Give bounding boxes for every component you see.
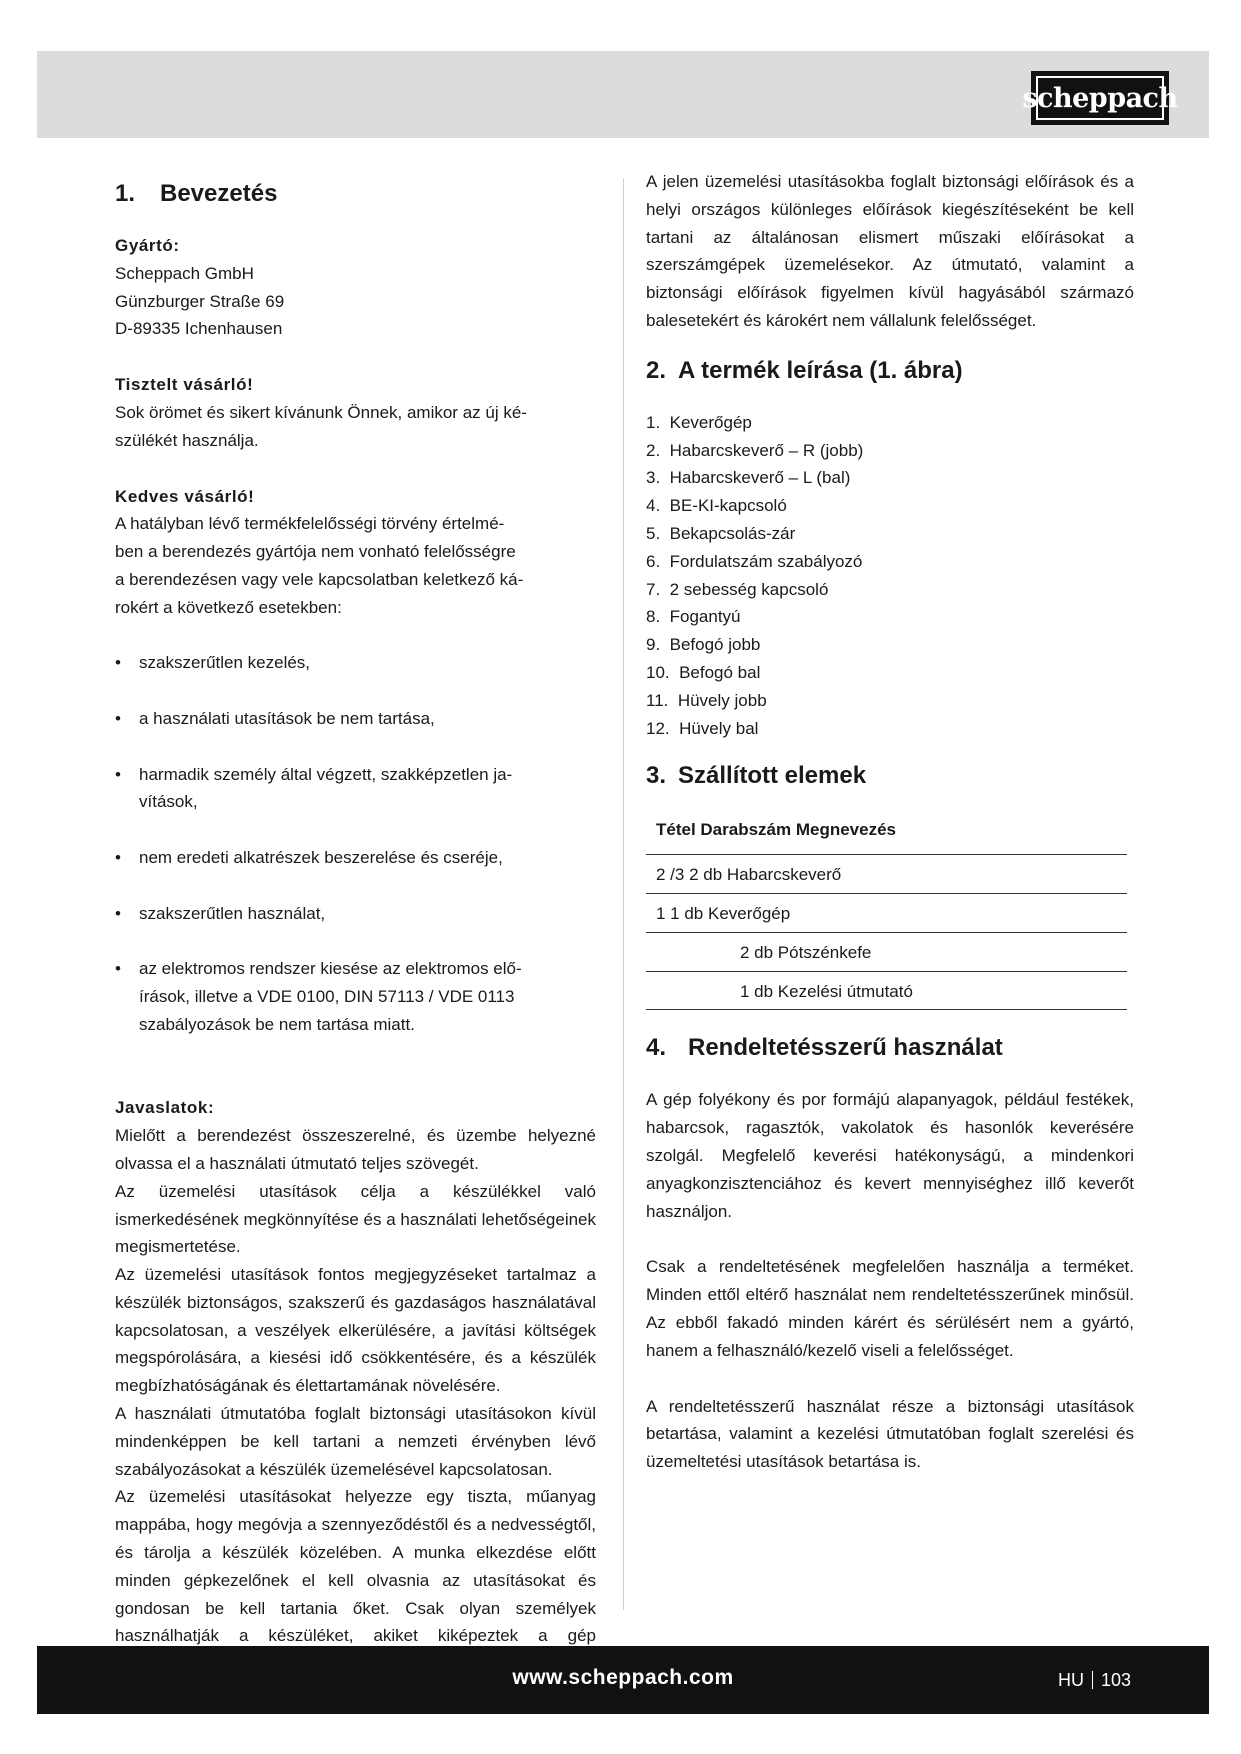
list-item: 10. Befogó bal: [646, 662, 761, 682]
list-item: • szakszerűtlen kezelés,: [115, 649, 596, 677]
recommendation-paragraph: Az üzemelési utasítások fontos megjegyzéseket tartalmaz a készülék biztonságos, szakszerű és gazdaságos használatával kapcsolatosan, a veszélyek elkerülésére, a javítási költségek megspórolására, a kiesési idő csökkentésére, és a készülék megbízhatóságának és élettartamának növelésére.: [115, 1265, 596, 1396]
table-row: [646, 932, 1127, 971]
page-number-value: 103: [1100, 1670, 1131, 1690]
dear-customer-2-label: Kedves vásárló!: [115, 486, 255, 506]
page-header: [37, 51, 1209, 138]
list-item: 4. BE-KI-kapcsoló: [646, 496, 787, 516]
section-3-heading: [646, 760, 1134, 792]
list-item: 9. Befogó jobb: [646, 635, 761, 655]
table-cell: 1 1 db Keverőgép: [646, 893, 1127, 932]
section-title: Bevezetés: [160, 180, 278, 207]
list-item: • harmadik személy által végzett, szakképzetlen ja- vítások,: [115, 761, 596, 817]
parts-list: [646, 409, 1134, 743]
manufacturer-city: D-89335 Ichenhausen: [115, 319, 283, 339]
table-cell: 2 db Pótszénkefe: [646, 932, 1127, 971]
intended-use-paragraph: Csak a rendeltetésének megfelelően használja a terméket. Minden ettől eltérő használat nem rendeltetésszerűnek minősül. Az ebből fakadó minden kárért és sérülésért nem a gyártó, hanem a felhasználó/kezelő viseli a felelősséget.: [646, 1257, 1134, 1360]
scheppach-logo: scheppach: [1031, 71, 1169, 125]
list-item: 7. 2 sebesség kapcsoló: [646, 579, 829, 599]
list-item: 1. Keverőgép: [646, 412, 752, 432]
list-item: 8. Fogantyú: [646, 607, 741, 627]
list-item: • a használati utasítások be nem tartása,: [115, 705, 596, 733]
page-footer: [37, 1646, 1209, 1714]
section-1-heading: [115, 178, 596, 210]
liability-text-line: a berendezésen vagy vele kapcsolatban keletkező ká-: [115, 569, 524, 589]
delivered-items-table: [646, 804, 1127, 1010]
intended-use-paragraph: A rendeltetésszerű használat része a biztonsági utasítások betartása, valamint a kezelési útmutatóban foglalt szerelési és üzemeltetési utasítások betartása is.: [646, 1396, 1134, 1472]
liability-text-line: rokért a következő esetekben:: [115, 597, 342, 617]
right-column: [646, 168, 1134, 1476]
recommendation-paragraph: Az üzemelési utasítások célja a készülékkel való ismerkedésének megkönnyítése és a használati lehetőségeinek megismertetése.: [115, 1181, 597, 1257]
manufacturer-street: Günzburger Straße 69: [115, 291, 285, 311]
language-code: HU: [1057, 1670, 1084, 1690]
table-cell: 1 db Kezelési útmutató: [646, 971, 1127, 1010]
website-url: www.scheppach.com: [512, 1666, 734, 1689]
table-row: [646, 893, 1127, 932]
section-title: Szállított elemek: [678, 762, 867, 790]
list-item: 3. Habarcskeverő – L (bal): [646, 468, 851, 488]
column-divider: [623, 178, 624, 1610]
recommendation-paragraph: A használati útmutatóba foglalt biztonsági utasításokon kívül mindenképpen be kell tartani a nemzeti érvényben lévő szabályozásokat a készülék üzemelésével kapcsolatosan.: [115, 1404, 596, 1479]
list-item: 12. Hüvely bal: [646, 718, 759, 738]
section-number: 3.: [646, 762, 667, 790]
list-item: • az elektromos rendszer kiesése az elektromos elő- írások, illetve a VDE 0100, DIN 57113 / VDE 0113 szabályozások be nem tartása miatt.: [115, 955, 596, 1038]
liability-text-line: ben a berendezés gyártója nem vonható felelősségre: [115, 542, 516, 562]
section-4-heading: [646, 1032, 1134, 1064]
table-cell: 2 /3 2 db Habarcskeverő: [646, 855, 1127, 894]
dear-customer-text-line: Sok örömet és sikert kívánunk Önnek, amikor az új ké-: [115, 402, 527, 422]
list-item: • szakszerűtlen használat,: [115, 900, 596, 928]
liability-exclusions-list: [115, 622, 596, 1067]
recommendation-paragraph: Mielőtt a berendezést összeszerelné, és üzembe helyezné olvassa el a használati útmutató teljes szövegét.: [115, 1126, 596, 1173]
table-row: [646, 971, 1127, 1010]
intended-use-paragraph: A gép folyékony és por formájú alapanyagok, például festékek, habarcsok, ragasztók, vakolatok és hasonlók keverésére szolgál. Megfelelő keverési hatékonyságú, a mindenkori anyagkonzisztenciához és kevert mennyiséghez illő keverőt használjon.: [646, 1090, 1134, 1221]
table-header: Tétel Darabszám Megnevezés: [646, 804, 1127, 854]
dear-customer-text-line: szülékét használja.: [115, 430, 259, 450]
manufacturer-name: Scheppach GmbH: [115, 263, 254, 283]
liability-text-line: A hatályban lévő termékfelelősségi törvény értelmé-: [115, 514, 505, 534]
section-number: 1.: [115, 180, 136, 207]
list-item: 11. Hüvely jobb: [646, 690, 767, 710]
section-number: 4.: [646, 1034, 667, 1062]
list-item: • nem eredeti alkatrészek beszerelése és cseréje,: [115, 844, 596, 872]
section-title: Rendeltetésszerű használat: [688, 1034, 1003, 1062]
manufacturer-label: Gyártó:: [115, 236, 180, 255]
separator: [1092, 1671, 1093, 1689]
table-row: [646, 855, 1127, 894]
left-column: [115, 168, 596, 1706]
list-item: 2. Habarcskeverő – R (jobb): [646, 440, 864, 460]
recommendation-paragraph: Az üzemelési utasításokat helyezze egy tiszta, műanyag mappába, hogy megóvja a szennyeződéstől és a nedvességtől, és tárolja a készülék közelében. A munka elkezdése előtt minden gépkezelőnek el kell olvasnia az utasításokat és gondosan be kell tartania őket. Csak olyan személyek használhatják a készüléket, akiket kiképeztek a gép: [115, 1487, 596, 1646]
dear-customer-label: Tisztelt vásárló!: [115, 375, 254, 395]
recommendations-label: Javaslatok:: [115, 1098, 215, 1118]
list-item: 5. Bekapcsolás-zár: [646, 523, 796, 543]
section-title: A termék leírása (1. ábra): [678, 356, 963, 384]
page-number: [1058, 1670, 1131, 1691]
safety-intro-paragraph: A jelen üzemelési utasításokba foglalt biztonsági előírások és a helyi országos különleges előírások kiegészítéseként be kell tartani az általánosan elismert műszaki előírásokat a szerszámgépek üzemelésekor. Az útmutató, valamint a biztonsági előírások figyelmen kívül hagyásából származó balesetekért és károkért nem vállalunk felelősséget.: [646, 172, 1134, 330]
section-number: 2.: [646, 356, 667, 384]
section-2-heading: [646, 355, 1134, 387]
list-item: 6. Fordulatszám szabályozó: [646, 551, 863, 571]
